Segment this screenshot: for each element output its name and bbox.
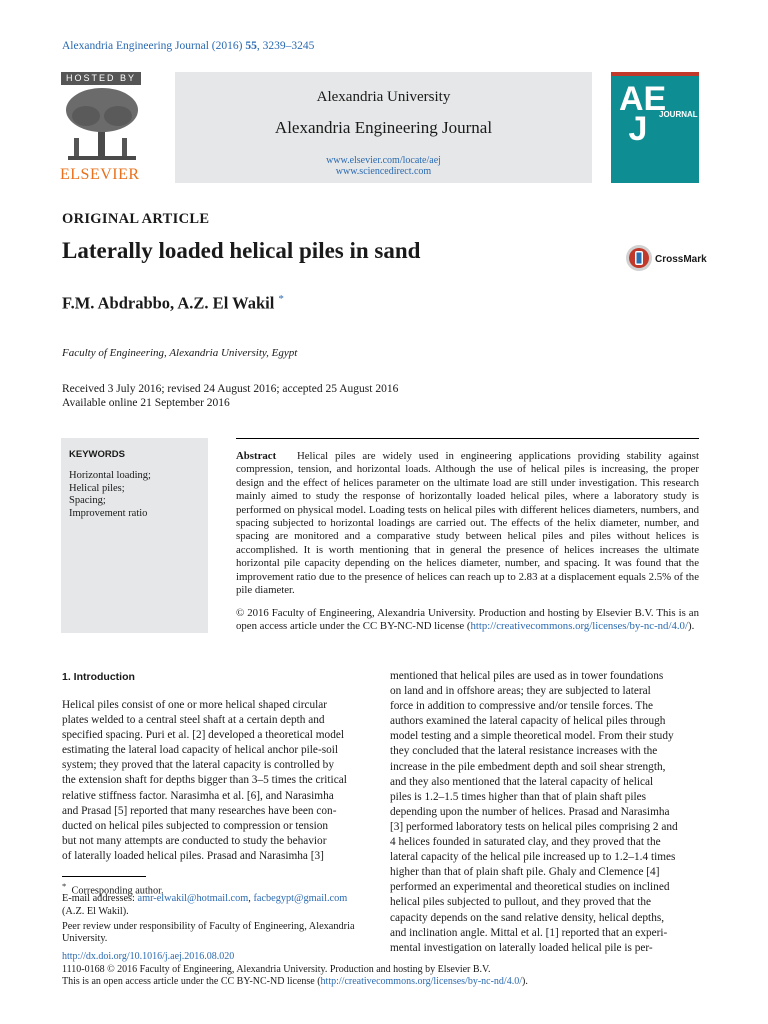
abstract-rule xyxy=(236,438,699,439)
crossmark-icon[interactable] xyxy=(625,244,653,272)
text-line: plates welded to a central steel shaft at a certain depth and xyxy=(62,714,325,727)
text-line: the extension shaft for depths bigger than 3–5 times the critical xyxy=(62,774,347,787)
text-line: mentioned that helical piles are used as in tower foundations xyxy=(390,670,664,682)
keyword-item: Helical piles; xyxy=(69,482,125,494)
text-line: they concluded that the lateral resistance increases with the xyxy=(390,745,658,758)
text-line: Helical piles consist of one or more helical shaped circular xyxy=(62,699,328,711)
journal-cover-image xyxy=(611,72,699,183)
journal-name: Alexandria Engineering Journal xyxy=(274,118,493,137)
section-heading: 1. Introduction xyxy=(62,671,135,683)
text-line: depending upon the number of helices. Prasad and Narasimha xyxy=(390,805,670,818)
text-line: increase in the pile embedment depth and soil shear strength, xyxy=(390,760,666,773)
text-line: authors examined the lateral capacity of helical piles through xyxy=(390,715,666,728)
text-line: [3] performed laboratory tests on helical piles comprising 2 and xyxy=(390,820,678,833)
text-line: helical piles subjected to pullout, and they proved that the xyxy=(390,896,652,909)
text-line: 4 helices founded in saturated clay, and they proved that the xyxy=(390,836,661,849)
text-line: and inclination angle. Mittal et al. [1] reported that an experi- xyxy=(390,926,668,939)
text-line: and Prasad [5] reported that many researches have been con- xyxy=(62,804,337,817)
abstract-text: Helical piles are widely used in engineering applications providing stability against compression, tension, and horizontal loads. Although the use of helical piles is increasing, the proper design and the effect of helices parameter on the ultimate load are still under investigation. This research mainly aimed to study the response of horizontally loaded helical piles, where a laboratory study is performed on physical model. Loading tests on helical piles with different helices diameters, numbers, and spacing subjected to horizontal loadings are carried out. The effects of the helix diameter, number, and spacing are monitored and a comparative study between helical piles and piles without helices is accomplished. It is worth mentioning that in general the presence of helices increases the ultimate horizontal pile capacity depending on the helices diameter, number, and spacing. It was found that the improvement ratio due to the presence of helices can reach up to 2.83 at a displacement equals 2.5% of the pile diameter. xyxy=(236,450,699,597)
keywords-box xyxy=(61,438,208,633)
text-line: and they also mentioned that the lateral capacity of helical xyxy=(390,775,654,788)
text-line: estimating the lateral load capacity of helical anchor pile-soil xyxy=(62,744,339,757)
text-line: mental investigation on laterally loaded helical pile is per- xyxy=(390,941,653,954)
email-link[interactable]: facbegypt@gmail.com xyxy=(253,893,348,904)
keywords-list xyxy=(69,470,151,520)
abstract-copyright: © 2016 Faculty of Engineering, Alexandria University. Production and hosting by Elsevier B.V. This is an open access article under the CC BY-NC-ND license (http://creativecommons.org/licenses/by-nc-nd/4.0/). xyxy=(236,607,699,633)
crossmark-label[interactable]: CrossMark xyxy=(655,254,707,265)
text-line: force in addition to compressive and/or tensile forces. The xyxy=(390,700,653,713)
cover-stripe xyxy=(611,72,699,76)
text-line: higher than that of plain shaft pile. Ghaly and Clemence [4] xyxy=(390,866,660,879)
cover-word: JOURNAL xyxy=(659,110,698,119)
license-link[interactable]: http://creativecommons.org/licenses/by-nc-nd/4.0/ xyxy=(320,976,522,987)
email-owner: (A.Z. El Wakil). xyxy=(62,906,129,917)
abstract xyxy=(236,450,699,597)
footnote-rule xyxy=(62,876,146,877)
text-line: capacity depends on the sand relative density, helical depths, xyxy=(390,911,665,924)
text-line: specified spacing. Puri et al. [2] developed a theoretical model xyxy=(62,729,345,742)
keyword-item: Spacing; xyxy=(69,495,106,506)
university-name: Alexandria University xyxy=(316,89,451,105)
body-column-right xyxy=(390,669,699,956)
cover-letters: AE J xyxy=(619,80,667,148)
article-title: Laterally loaded helical piles in sand xyxy=(62,238,421,263)
email-note: E-mail addresses: amr-elwakil@hotmail.com, facbegypt@gmail.com xyxy=(62,893,348,904)
abstract-label: Abstract xyxy=(236,450,277,462)
text-line: performed an experimental and theoretical studies on inclined xyxy=(390,881,670,894)
text-line: relative stiffness factor. Narasimha et al. [6], and Narasimha xyxy=(62,789,334,802)
doi-link[interactable]: http://dx.doi.org/10.1016/j.aej.2016.08.020 xyxy=(62,951,235,962)
corresponding-author-note: * Corresponding author. xyxy=(62,881,164,897)
open-access-line: This is an open access article under the CC BY-NC-ND license (http://creativecommons.org/licenses/by-nc-nd/4.0/). xyxy=(62,976,528,987)
elsevier-wordmark: ELSEVIER xyxy=(60,166,140,183)
elsevier-tree-logo xyxy=(62,86,142,166)
text-line: but not many attempts are conducted to study the behavior xyxy=(62,834,327,847)
text-line: piles is 1.2–1.5 times higher than that of plain shaft piles xyxy=(390,790,647,803)
affiliation: Faculty of Engineering, Alexandria University, Egypt xyxy=(62,347,298,359)
keyword-item: Improvement ratio xyxy=(69,507,148,519)
peer-review-note: Peer review under responsibility of Faculty of Engineering, Alexandria xyxy=(62,921,355,932)
corresponding-author-mark[interactable]: * xyxy=(278,293,284,305)
hosted-by-label: HOSTED BY xyxy=(61,72,141,85)
sciencedirect-url-link[interactable]: www.sciencedirect.com xyxy=(335,166,432,177)
journal-citation[interactable]: Alexandria Engineering Journal (2016) 55, 3239–3245 xyxy=(62,40,315,52)
keywords-heading: KEYWORDS xyxy=(69,449,125,460)
author-list: F.M. Abdrabbo, A.Z. El Wakil * xyxy=(62,293,284,313)
license-link[interactable]: http://creativecommons.org/licenses/by-nc-nd/4.0/ xyxy=(470,620,688,633)
text-line: lateral capacity of the helical pile increased up to 1.2–1.4 times xyxy=(390,851,676,864)
email-link[interactable]: amr-elwakil@hotmail.com xyxy=(137,893,249,904)
journal-url-link[interactable]: www.elsevier.com/locate/aej xyxy=(326,155,441,166)
text-line: ducted on helical piles subjected to compression or tension xyxy=(62,819,329,832)
article-type: ORIGINAL ARTICLE xyxy=(62,211,210,227)
text-line: system; they proved that the lateral capacity is controlled by xyxy=(62,759,334,772)
text-line: model testing and a simple theoretical model. From their study xyxy=(390,730,674,743)
peer-review-note-cont: University. xyxy=(62,933,108,944)
article-dates: Received 3 July 2016; revised 24 August 2016; accepted 25 August 2016 Available online 21 September 2016 xyxy=(62,383,399,409)
text-line: of laterally loaded helical piles. Prasad and Narasimha [3] xyxy=(62,849,324,862)
text-line: on land and in offshore areas; they are subjected to lateral xyxy=(390,685,651,698)
body-column-left xyxy=(62,698,366,864)
issn-line: 1110-0168 © 2016 Faculty of Engineering, Alexandria University. Production and hosting by Elsevier B.V. xyxy=(62,964,491,975)
keyword-item: Horizontal loading; xyxy=(69,470,151,481)
